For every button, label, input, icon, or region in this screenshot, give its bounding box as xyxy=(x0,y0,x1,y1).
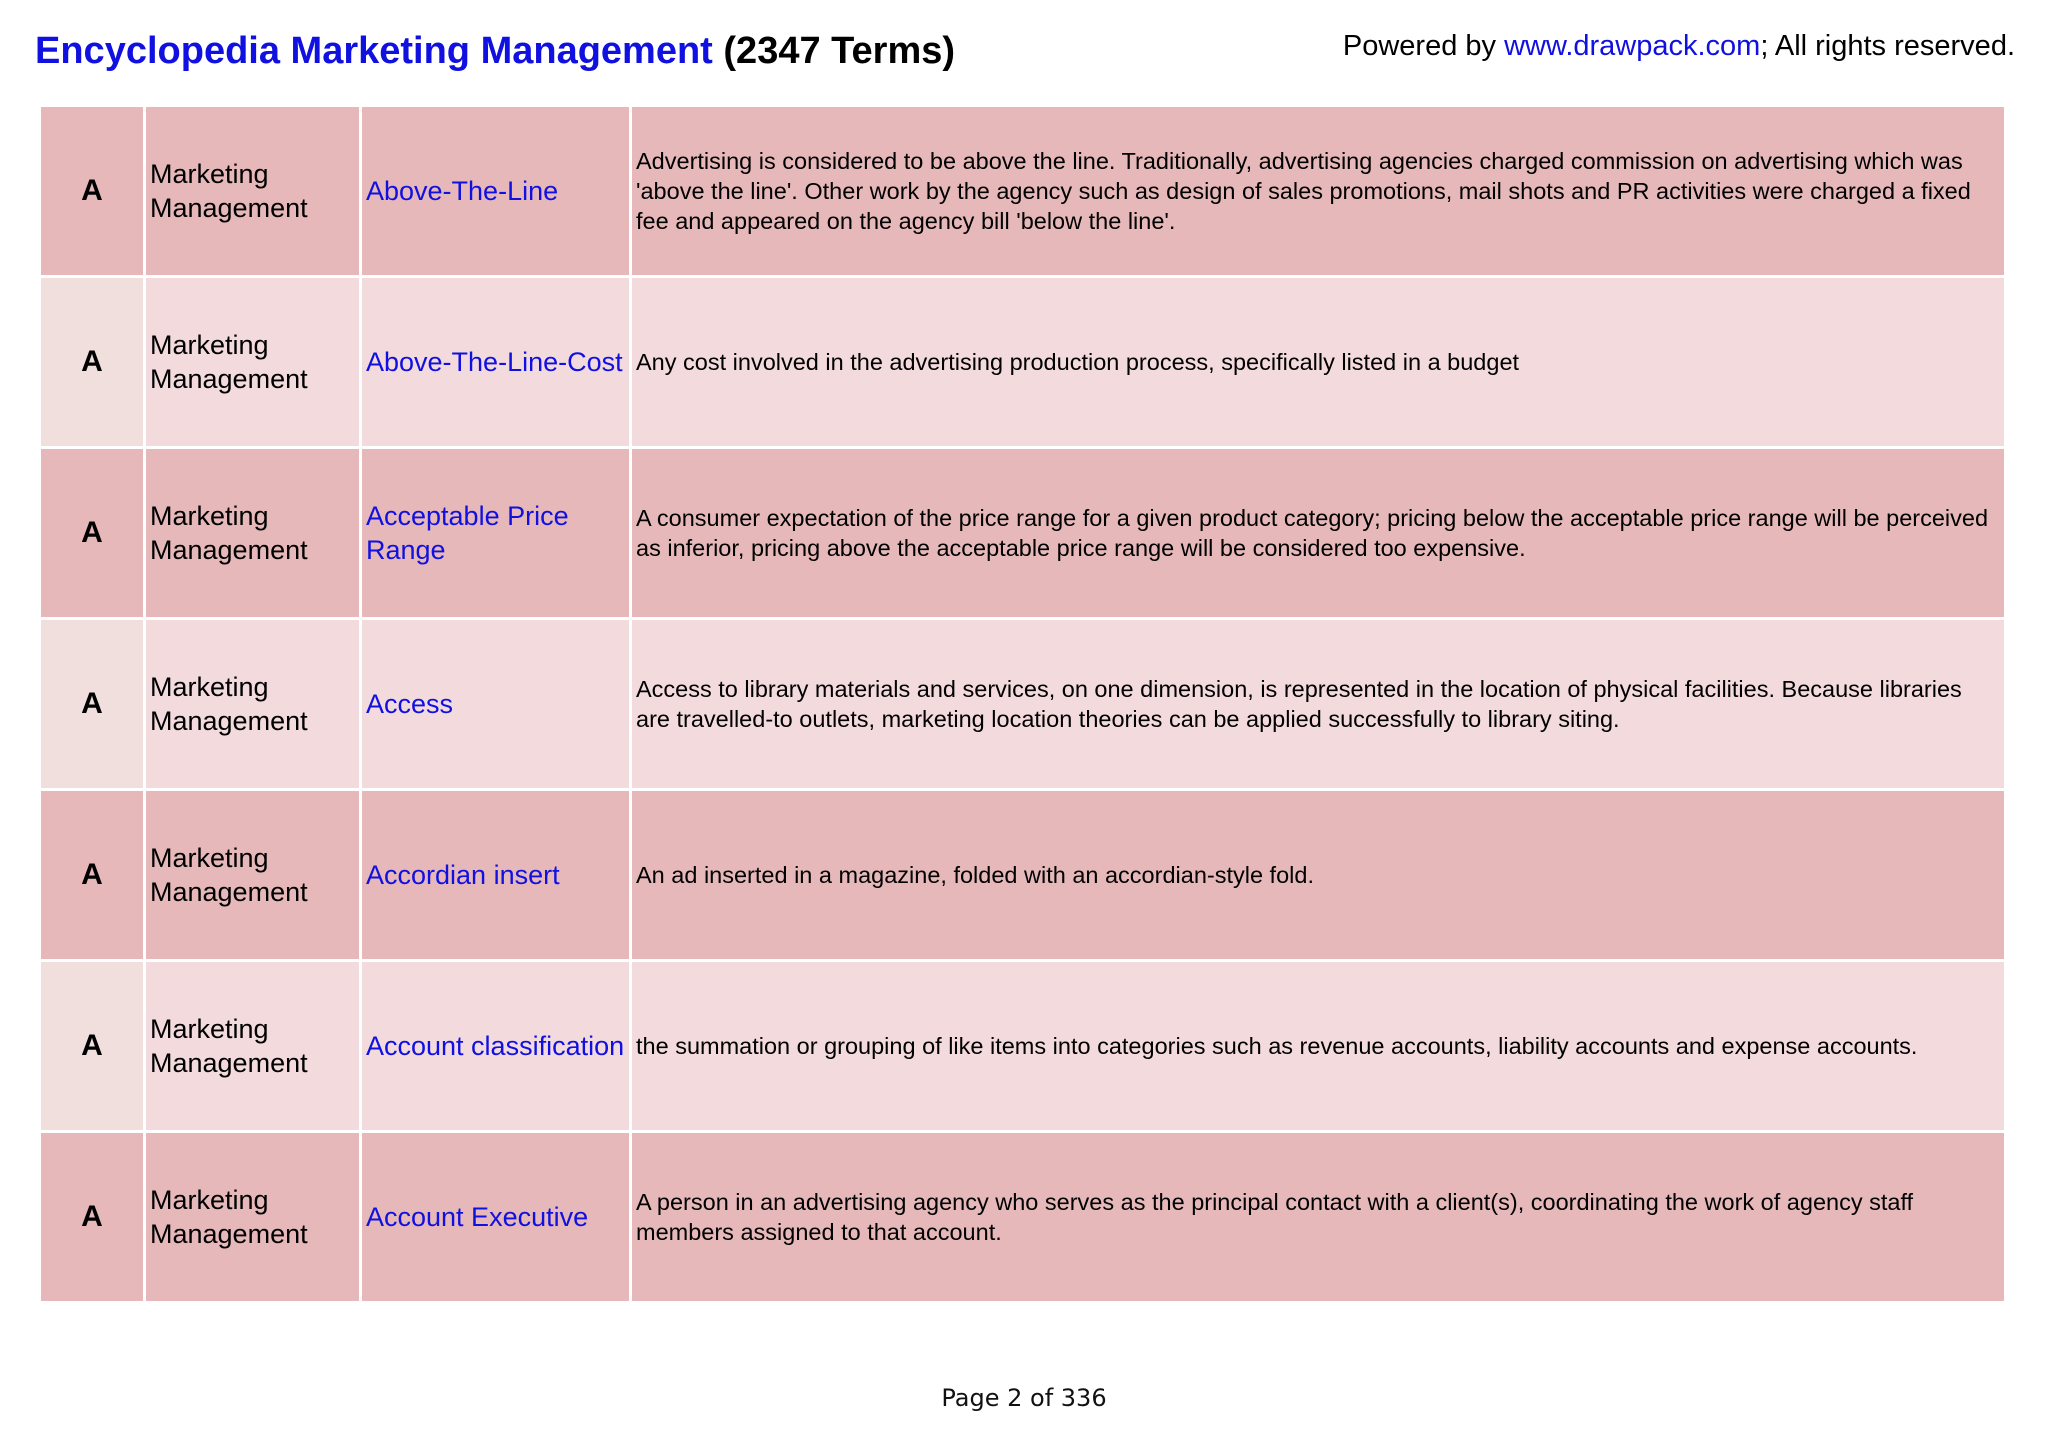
page-header xyxy=(35,30,2015,80)
term-link[interactable]: Acceptable Price Range xyxy=(361,448,631,619)
definition-cell: the summation or grouping of like items into categories such as revenue accounts, liability accounts and expense accounts. xyxy=(631,961,2006,1132)
table-row xyxy=(40,619,2006,790)
category-cell: Marketing Management xyxy=(145,1132,361,1303)
term-count: (2347 Terms) xyxy=(712,30,956,72)
letter-cell: A xyxy=(40,277,145,448)
letter-cell: A xyxy=(40,790,145,961)
page-number: Page 2 of 336 xyxy=(941,1384,1107,1412)
table-row xyxy=(40,961,2006,1132)
table-row xyxy=(40,448,2006,619)
powered-by xyxy=(1343,30,2015,63)
table-row xyxy=(40,106,2006,277)
letter-cell: A xyxy=(40,448,145,619)
category-cell: Marketing Management xyxy=(145,106,361,277)
definition-cell: Access to library materials and services, on one dimension, is represented in the location of physical facilities. Because libraries are travelled-to outlets, marketing location theories can be applied successfully to library siting. xyxy=(631,619,2006,790)
term-link[interactable]: Access xyxy=(361,619,631,790)
category-cell: Marketing Management xyxy=(145,790,361,961)
table-row xyxy=(40,1132,2006,1303)
table-row xyxy=(40,790,2006,961)
definition-cell: An ad inserted in a magazine, folded with an accordian-style fold. xyxy=(631,790,2006,961)
category-cell: Marketing Management xyxy=(145,448,361,619)
term-link[interactable]: Accordian insert xyxy=(361,790,631,961)
definition-cell: A consumer expectation of the price range for a given product category; pricing below the acceptable price range will be perceived as inferior, pricing above the acceptable price range will be considered too expensive. xyxy=(631,448,2006,619)
letter-cell: A xyxy=(40,961,145,1132)
letter-cell: A xyxy=(40,619,145,790)
term-link[interactable]: Above-The-Line xyxy=(361,106,631,277)
term-link[interactable]: Account classification xyxy=(361,961,631,1132)
term-link[interactable]: Above-The-Line-Cost xyxy=(361,277,631,448)
letter-cell: A xyxy=(40,1132,145,1303)
drawpack-link[interactable]: www.drawpack.com xyxy=(1504,30,1761,62)
glossary-table xyxy=(38,104,2007,1304)
category-cell: Marketing Management xyxy=(145,961,361,1132)
definition-cell: Advertising is considered to be above the line. Traditionally, advertising agencies charged commission on advertising which was 'above the line'. Other work by the agency such as design of sales promotions, mail shots and PR activities were charged a fixed fee and appeared on the agency bill 'below the line'. xyxy=(631,106,2006,277)
definition-cell: Any cost involved in the advertising production process, specifically listed in a budget xyxy=(631,277,2006,448)
category-cell: Marketing Management xyxy=(145,619,361,790)
letter-cell: A xyxy=(40,106,145,277)
page-title xyxy=(35,30,955,73)
definition-cell: A person in an advertising agency who serves as the principal contact with a client(s), coordinating the work of agency staff members assigned to that account. xyxy=(631,1132,2006,1303)
category-cell: Marketing Management xyxy=(145,277,361,448)
rights-text: ; All rights reserved. xyxy=(1760,30,2015,62)
powered-prefix: Powered by xyxy=(1342,30,1505,62)
term-link[interactable]: Account Executive xyxy=(361,1132,631,1303)
table-row xyxy=(40,277,2006,448)
title-link[interactable]: Encyclopedia Marketing Management xyxy=(35,30,713,72)
